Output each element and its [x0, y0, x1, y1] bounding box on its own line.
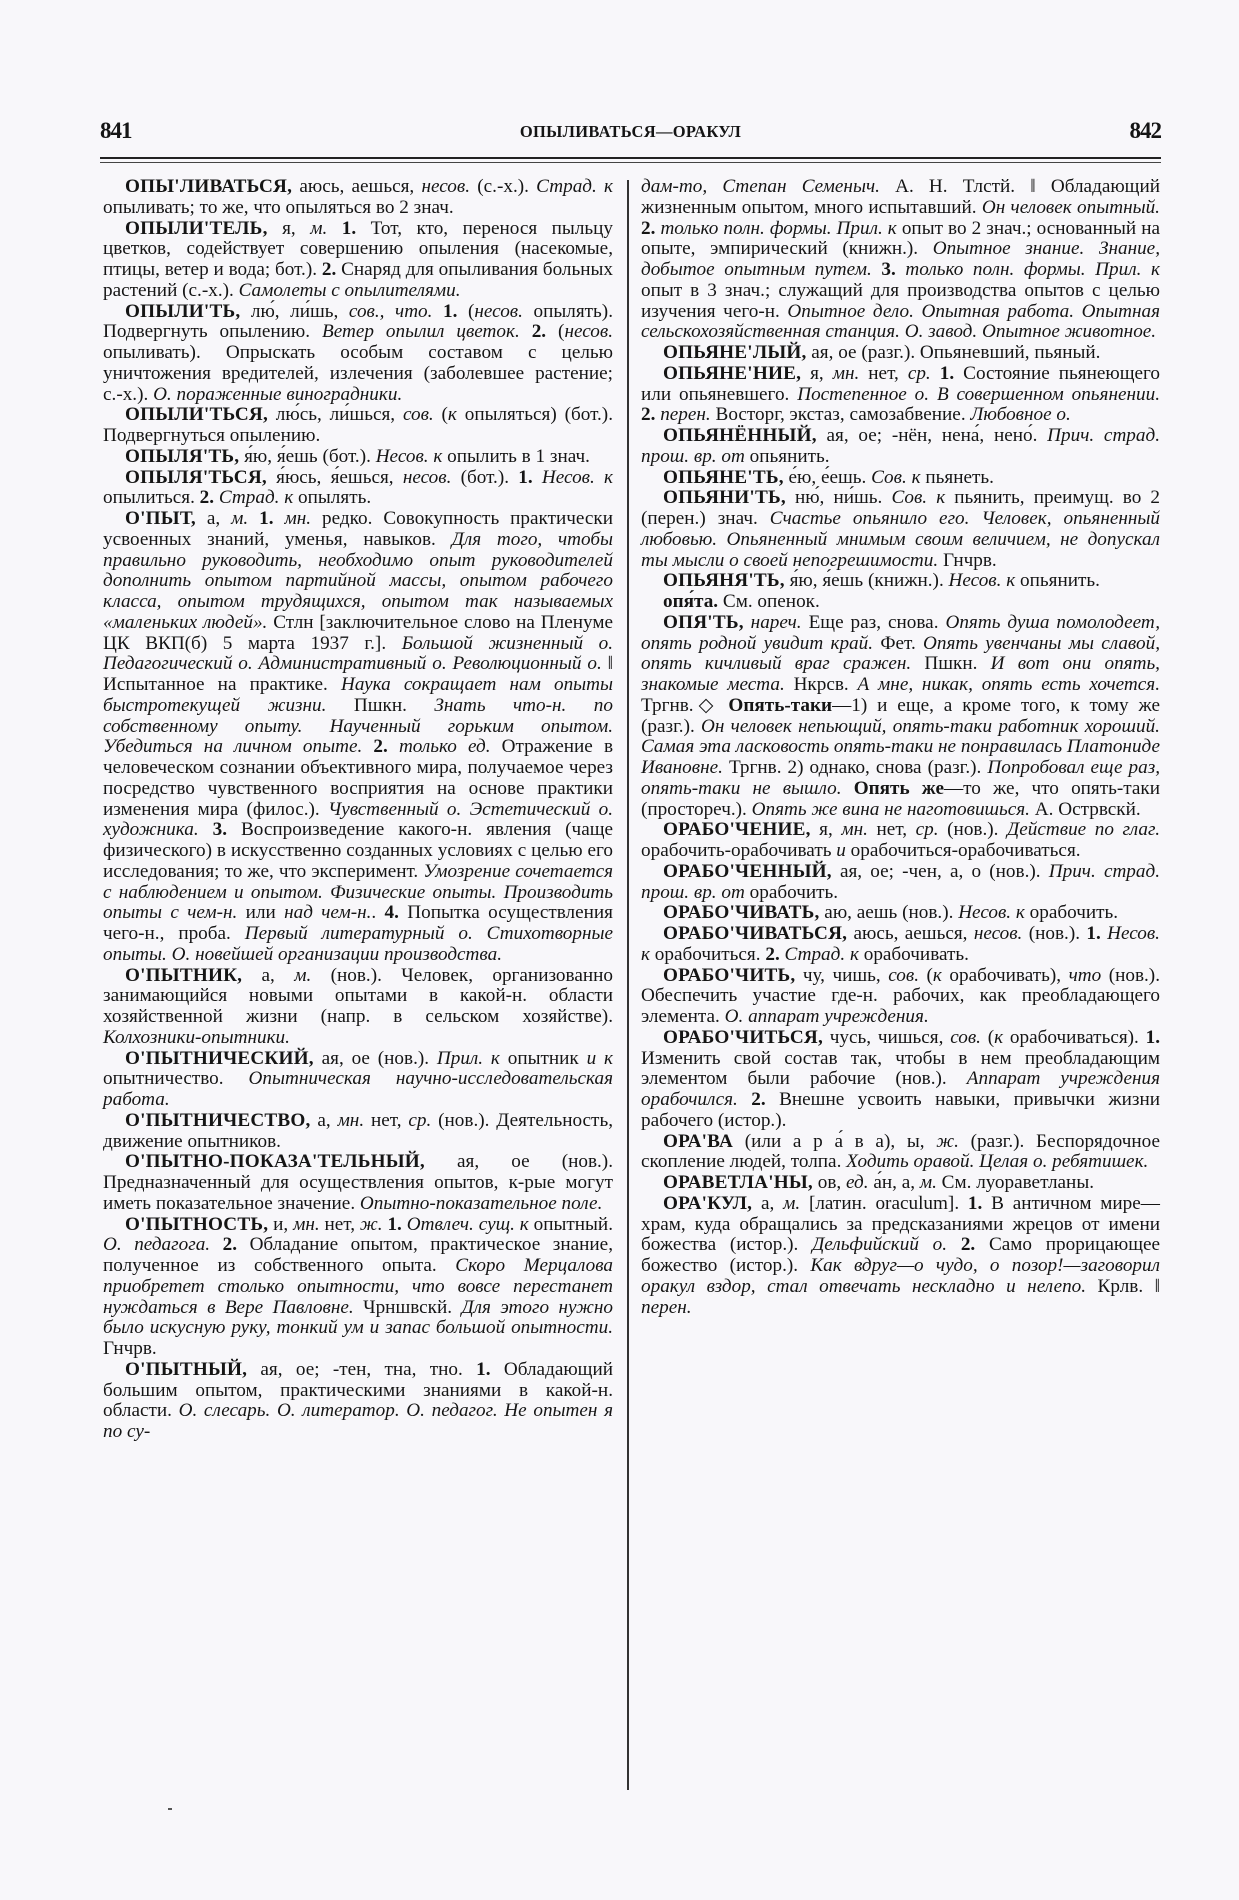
entry-text: (нов.).	[1022, 923, 1087, 944]
entry-text: мн.	[337, 1109, 365, 1131]
entry-text: а́н, а,	[868, 1172, 920, 1193]
headword: ОПЬЯНИ'ТЬ,	[663, 487, 786, 509]
right-column	[641, 177, 1160, 1318]
entry-text: (	[546, 321, 565, 343]
entry-text: опыт в 3 знач.; служащий для производства опытов с целью изучения чего-н.	[641, 279, 1160, 322]
entry-text: В античном мире—храм, куда обращались за предсказаниями жрецов от имени божества (истор.).	[641, 1192, 1160, 1256]
entry-text: Опять-таки	[728, 694, 833, 716]
entry-text: 1.	[248, 508, 274, 529]
entry-text: Ходить оравой. Целая о. ребятишек.	[846, 1151, 1149, 1173]
entry-text: Опытное знание. Знание, добытое опытным путем.	[641, 238, 1160, 280]
entry-text: нареч.	[743, 611, 802, 633]
headword: ОПЬЯНЕ'ЛЫЙ,	[663, 342, 807, 363]
entry-text: Опять же вина не наготовишься.	[751, 798, 1030, 820]
headword: О'ПЫТНО-ПОКАЗА'ТЕЛЬНЫЙ,	[125, 1151, 425, 1173]
entry-text: Опытно-показательное поле.	[359, 1192, 603, 1214]
entry-text: Попробовал еще раз, опять-таки не вышло.	[641, 757, 1160, 799]
entry-text: Пшкн.	[326, 694, 435, 716]
entry-text: Несов. к	[958, 902, 1025, 924]
entry-text: нет,	[867, 819, 916, 841]
entry-text: А. Острвскй.	[1029, 798, 1141, 820]
entry-text: 1.	[382, 1213, 402, 1235]
entry-text: Сов. к	[891, 487, 946, 509]
entry-text: Тргнв.◇	[641, 694, 729, 716]
entry-text: Состояние пьянеющего или опьяневшего.	[641, 362, 1161, 405]
headword: ОРА'ВА	[663, 1130, 734, 1152]
entry-text: Тот, кто, перенося пыльцу цветков, содействует совершению опыления (насекомые, птицы, ветер и вода; бот.).	[103, 217, 614, 280]
entry-text: ср.	[408, 1109, 432, 1131]
entry-text: Обладающий большим опытом, практическими знаниями в какой-н. области.	[103, 1358, 613, 1422]
entry-text: я́ю, я́ешь (бот.).	[239, 445, 376, 467]
entry-text: (нов.). Человек, организованно занимающийся новыми опытами в какой-н. области хозяйственной жизни (напр. в сельском хозяйстве).	[103, 964, 613, 1027]
entry-text: Обладание опытом, практическое знание, полученное из собственного опыта.	[103, 1234, 613, 1276]
headword: О'ПЫТНЫЙ,	[125, 1358, 248, 1380]
dictionary-entry	[641, 488, 1160, 571]
entry-text: Как вдруг—о чудо, о позор!—заговорил оракул вздор, стал отвечать нескладно и нелепо.	[641, 1255, 1160, 1297]
entry-text: а,	[310, 1109, 338, 1131]
entry-text: я,	[267, 217, 311, 239]
entry-text: (нов.). Деятельность, движение опытников.	[103, 1109, 613, 1152]
dictionary-entry	[103, 1049, 613, 1111]
dictionary-entry	[641, 924, 1160, 966]
entry-text: (бот.).	[451, 466, 519, 488]
entry-text: орабочивать),	[941, 964, 1069, 986]
entry-text: Опять же	[853, 777, 944, 799]
entry-text: Отражение в человеческом сознании объективного мира, получаемое через посредство чувственного восприятия на основе практики изменения мира (филос.).	[103, 736, 614, 820]
headword: ОРАБО'ЧЕНИЕ,	[663, 819, 811, 841]
entry-text: я́юсь, я́ешься,	[266, 466, 403, 488]
entry-text: 3.	[871, 259, 896, 280]
header-rule	[100, 157, 1161, 163]
entry-text: ая, ое (нов.). Предназначенный для осуществления опытов, к-рые могут иметь показательное значение.	[103, 1151, 613, 1214]
column-divider	[627, 180, 629, 1790]
entry-text: Тргнв. 2) однако, снова (разг.).	[722, 757, 988, 778]
headword: ОРАБО'ЧИВАТЬ,	[663, 902, 820, 924]
headword: ОПЬЯНЕ'НИЕ,	[663, 362, 802, 384]
entry-text: Опять увенчаны мы славой, опять кичливый враг сражен.	[641, 632, 1160, 675]
dictionary-entry	[103, 966, 613, 1049]
entry-text: Первый литературный о. Стихотворные опыты. О. новейшей организации производства.	[103, 923, 613, 965]
entry-text: пьянеть.	[920, 466, 994, 488]
entry-text: несов.	[402, 466, 452, 488]
page-number-right: 842	[1129, 118, 1161, 143]
running-head: ОПЫЛИВАТЬСЯ—ОРАКУЛ	[519, 122, 742, 141]
headword: ОПЫЛЯ'ТЬ,	[125, 445, 240, 467]
headword: ОПЫЛЯ'ТЬСЯ,	[125, 466, 267, 488]
entry-text: м.	[919, 1172, 937, 1193]
entry-text: ню́, ни́шь.	[785, 487, 892, 509]
entry-text: Изменить свой состав так, чтобы в нем преобладающим элементом были рабочие (нов.).	[641, 1047, 1160, 1090]
entry-text: Большой жизненный о. Педагогический о. Административный о. Революционный о.	[103, 632, 613, 675]
entry-text: 1.	[327, 217, 357, 239]
entry-text: несов.	[564, 321, 613, 343]
entry-text: опыляться) (бот.). Подвергнуться опылению.	[103, 404, 613, 446]
headword: ОРАБО'ЧИВАТЬСЯ,	[663, 923, 848, 944]
entry-text: а,	[242, 964, 295, 986]
entry-text: сов.	[950, 1026, 981, 1048]
entry-text: Прич. страд. прош. вр. от	[641, 860, 1161, 903]
entry-text: 1.	[1145, 1026, 1161, 1048]
entry-text: Дельфийский о.	[812, 1234, 948, 1256]
entry-text: аюсь, аешься,	[292, 176, 422, 197]
entry-text: Стлн [заключительное слово на Пленуме ЦК ВКП(б) 5 марта 1937 г.].	[103, 611, 614, 654]
entry-text: О. педагога.	[103, 1234, 211, 1256]
entry-text: мн.	[273, 508, 312, 529]
headword: ОПЫЛИ'ТЬСЯ,	[125, 404, 268, 426]
entry-text: Чрншвскй.	[353, 1296, 462, 1318]
entry-text: опя́та.	[663, 591, 719, 612]
entry-text: 2.	[199, 487, 215, 509]
entry-text: м.	[783, 1192, 801, 1214]
entry-text: —1) и еще, а кроме того, к тому же (разг.).	[641, 694, 1160, 737]
entry-text: См. опенок.	[718, 591, 820, 612]
entry-text: мн.	[841, 819, 868, 841]
entry-text: Несов. к	[532, 466, 613, 488]
headword: О'ПЫТ,	[125, 508, 196, 529]
entry-text: орабочиться-орабочиваться.	[845, 840, 1081, 861]
entry-text: что	[1068, 964, 1102, 986]
entry-text: ая, ое (разг.). Опьяневший, пьяный.	[806, 342, 1101, 363]
entry-text: Опытное дело. Опытная работа. Опытная сельскохозяйственная станция. О. завод. Опытное животное.	[641, 300, 1160, 343]
entry-text: Страд. к	[214, 487, 294, 509]
entry-text: Сов. к	[871, 466, 921, 488]
dictionary-entry	[641, 592, 1160, 613]
entry-text: Снаряд для опыливания больных растений (с.-х.).	[103, 259, 613, 301]
dictionary-entry	[641, 177, 1160, 343]
entry-text: опыт во 2 знач.; основанный на опыте, эмпирический (книжн.).	[641, 217, 1160, 260]
entry-text: Опять душа помолодеет, опять родной увидит край.	[641, 611, 1161, 654]
entry-text: опылять.	[293, 487, 372, 509]
headword: ОПЫЛИ'ТЕЛЬ,	[125, 217, 268, 239]
dictionary-entry	[641, 1132, 1160, 1174]
entry-text: Действие по глаг.	[1007, 819, 1160, 841]
dictionary-entry	[103, 468, 613, 510]
entry-text: Скоро Мерцалова приобретет столько опытности, что вовсе перестанет нуждаться в Вере Павловне.	[103, 1255, 613, 1318]
entry-text: только полн. формы. Прил. к	[895, 259, 1160, 280]
entry-text: ая, ое; -чен, а, о (нов.).	[831, 860, 1049, 882]
entry-text: Счастье опьянило его. Человек, опьяненный любовью. Опьяненный мнимым своим величием, не допускал ты мысли о своей непогрешимости.	[641, 508, 1160, 571]
entry-text: .	[371, 902, 385, 924]
entry-text: сов.	[402, 404, 434, 426]
entry-text: 1.	[930, 362, 955, 384]
entry-text: сов., что.	[348, 300, 433, 322]
entry-text: м.	[310, 217, 328, 239]
dictionary-entry	[641, 862, 1160, 904]
entry-text	[842, 778, 854, 799]
entry-text: нет,	[319, 1213, 360, 1235]
entry-text: Гнчрв.	[103, 1338, 157, 1359]
entry-text: а,	[752, 1192, 784, 1214]
entry-text: Восторг, экстаз, самозабвение.	[710, 404, 971, 426]
entry-text: опылять). Подвергнуть опылению.	[103, 300, 613, 343]
entry-text: орабочить-орабочивать	[641, 840, 837, 861]
headword: ОПЯ'ТЬ,	[663, 611, 744, 633]
entry-text: 2.	[641, 217, 656, 239]
entry-text: Колхозники-опытники.	[103, 1026, 290, 1048]
entry-text: Знать что-н. по собственному опыту. Наученный горьким опытом. Убедиться на личном опыте.	[103, 694, 613, 758]
dictionary-entry	[641, 364, 1160, 426]
entry-text: 2.	[210, 1234, 238, 1256]
entry-text: е́ю, е́ешь.	[783, 466, 872, 488]
entry-text: 3.	[198, 819, 228, 841]
entry-text: Попытка осуществления чего-н., проба.	[103, 902, 613, 944]
dictionary-entry	[103, 1215, 613, 1360]
entry-text: орабочивать.	[858, 943, 969, 965]
dictionary-entry	[641, 571, 1160, 592]
entry-text: Для того, чтобы правильно руководить, необходимо опыт руководителей дополнить опытом партийной массы, опытом рабочего класса, опытом трудящихся, опытом так называемых «маленьких людей».	[103, 528, 613, 633]
entry-text: пьянить, преимущ. во 2 (перен.) знач.	[641, 487, 1160, 529]
headword: О'ПЫТНИК,	[125, 964, 243, 986]
dictionary-entry	[103, 1152, 613, 1214]
dictionary-entry	[641, 966, 1160, 1028]
entry-text: А. Н. Тлстй. ‖ Обладающий жизненным опытом, много испытавший.	[641, 176, 1160, 218]
headword: О'ПЫТНИЧЕСКИЙ,	[125, 1047, 314, 1069]
entry-text: мн.	[832, 362, 860, 384]
entry-text: Он человек опытный.	[981, 196, 1160, 218]
entry-text: только ед.	[387, 736, 491, 758]
entry-text: ая, ое (нов.).	[313, 1047, 437, 1069]
entry-text: опылить в 1 знач.	[442, 445, 590, 467]
entry-text: Пшкн.	[911, 653, 991, 675]
entry-text: Опытническая научно-исследовательская работа.	[103, 1068, 613, 1110]
dictionary-entry	[641, 1194, 1160, 1319]
print-mark	[168, 1808, 172, 1810]
entry-text: нет,	[859, 362, 908, 384]
headword: ОРАВЕТЛА'НЫ,	[663, 1172, 813, 1193]
entry-text: Еще раз, снова.	[801, 611, 946, 633]
entry-text: несов.	[973, 923, 1023, 944]
entry-text: 1.	[476, 1358, 491, 1380]
entry-text: Страд. к	[536, 176, 614, 197]
entry-text: Прич. страд. прош. вр. от	[641, 425, 1160, 467]
headword: ОРАБО'ЧИТЬСЯ,	[663, 1026, 823, 1048]
entry-text: ср.	[907, 362, 931, 384]
entry-text: —то же, что опять-таки (простореч.).	[641, 777, 1161, 820]
entry-text: 4.	[384, 902, 399, 924]
entry-text: Внешне усвоить навыки, привычки жизни рабочего (истор.).	[641, 1089, 1161, 1131]
entry-text: дам-то, Степан Семеныч.	[641, 176, 880, 197]
entry-text: опыливать; то же, что опыляться во 2 знач.	[103, 196, 454, 218]
entry-text: я́ю, я́ешь (книжн.).	[784, 570, 949, 592]
page-number-left: 841	[100, 118, 132, 143]
entry-text: опытный.	[528, 1213, 613, 1235]
entry-text: ов,	[812, 1172, 846, 1193]
headword: ОПЬЯНЯ'ТЬ,	[663, 570, 785, 592]
dictionary-entry	[641, 903, 1160, 924]
entry-text: Нкрсв.	[784, 674, 858, 695]
left-column	[103, 177, 613, 1443]
entry-text: (	[457, 300, 475, 322]
entry-text: ж.	[936, 1130, 959, 1152]
entry-text: А мне, никак, опять есть хочется.	[857, 674, 1161, 695]
entry-text: (разг.). Беспорядочное скопление людей, толпа.	[641, 1130, 1160, 1173]
dictionary-entry	[641, 820, 1160, 862]
entry-text: О. пораженные виноградники.	[153, 383, 403, 405]
entry-text: или	[237, 902, 285, 924]
entry-text: 2.	[519, 321, 547, 343]
entry-text: Несов. к	[641, 923, 1160, 965]
entry-text: (с.-х.).	[470, 176, 537, 197]
dictionary-entry	[103, 447, 613, 468]
entry-text: 2.	[321, 259, 337, 280]
entry-text: ая, ое; -тен, тна, тно.	[247, 1358, 477, 1380]
entry-text: мн.	[293, 1213, 320, 1235]
headword: ОПЫ'ЛИВАТЬСЯ,	[125, 176, 293, 197]
entry-text: Воспроизведение какого-н. явления (чаще физического) в искусственно созданных условиях с целью его исследования; то же, что эксперимент.	[103, 819, 614, 882]
entry-text: Чувственный о. Эстетический о. художника.	[103, 798, 614, 841]
entry-text: Гнчрв.	[938, 549, 997, 571]
dictionary-entry	[641, 468, 1160, 489]
entry-text: и,	[268, 1213, 294, 1235]
entry-text: 1.	[1086, 923, 1101, 944]
entry-text: ж.	[359, 1213, 383, 1235]
entry-text: ая, ое; -нён, нена́, нено́.	[816, 425, 1048, 446]
entry-text: Аппарат учреждения орабочился.	[641, 1068, 1161, 1110]
dictionary-entry	[103, 219, 613, 302]
entry-text: м.	[231, 508, 249, 529]
entry-text: Он человек непьющий, опять-таки работник хороший. Самая эта ласковость опять-таки не понравилась Платониде Ивановне.	[641, 715, 1160, 778]
entry-text: чу, чишь,	[795, 964, 889, 986]
entry-text: перен.	[655, 404, 711, 426]
dictionary-entry	[103, 1111, 613, 1153]
dictionary-entry	[641, 343, 1160, 364]
entry-text: 2.	[765, 943, 780, 965]
entry-text: лю́сь, ли́шься,	[267, 404, 403, 426]
headword: ОПЫЛИ'ТЬ,	[125, 300, 241, 322]
entry-text: только полн. формы. Прил. к	[655, 217, 897, 239]
entry-text: и к	[586, 1047, 613, 1069]
entry-text: Фет.	[873, 632, 924, 654]
headword: ОРАБО'ЧИТЬ,	[663, 964, 796, 986]
entry-text: орабочиться.	[649, 943, 766, 965]
entry-text: редко. Совокупность практически усвоенных знаний, уменья, навыков.	[103, 508, 614, 550]
entry-text: орабочить.	[744, 881, 839, 903]
entry-text: ед.	[845, 1172, 869, 1193]
entry-text: И вот они опять, знакомые места.	[641, 653, 1160, 695]
entry-text: я,	[810, 819, 842, 841]
entry-text: перен.	[641, 1296, 692, 1318]
dictionary-entry	[641, 613, 1160, 821]
entry-text: Страд. к	[779, 943, 859, 965]
entry-text: к	[932, 964, 942, 986]
entry-text: орабочить.	[1024, 902, 1119, 924]
entry-text: [латин. oraculum].	[800, 1192, 968, 1214]
entry-text: 1.	[432, 300, 458, 322]
entry-text: опылиться.	[103, 487, 200, 509]
entry-text: Ветер опылил цветок.	[322, 321, 520, 343]
entry-text: к	[447, 404, 457, 426]
entry-text: Крлв. ‖	[1086, 1275, 1160, 1297]
entry-text: опытничество.	[103, 1068, 249, 1090]
dictionary-entry	[641, 426, 1160, 468]
entry-text: Прил. к	[436, 1047, 500, 1069]
page-header	[100, 118, 1161, 148]
entry-text: О. аппарат учреждения.	[724, 1006, 929, 1027]
entry-text: м.	[294, 964, 312, 986]
entry-text: ср.	[915, 819, 939, 841]
entry-text: Умозрение сочетается с наблюдением и опытом. Физические опыты. Производить опыты с чем-н.	[103, 860, 613, 924]
entry-text: 2.	[641, 404, 656, 426]
dictionary-entry	[103, 1360, 613, 1443]
entry-text: аюсь, аешься,	[847, 923, 974, 944]
entry-text: См. луораветланы.	[936, 1172, 1095, 1193]
entry-text: Несов. к	[948, 570, 1016, 592]
entry-text: чусь, чишься,	[822, 1026, 951, 1048]
entry-text: Для этого нужно было искусную руку, тонкий ум и запас большой опытности.	[103, 1296, 613, 1339]
headword: ОРАБО'ЧЕННЫЙ,	[663, 860, 832, 882]
entry-text: Любовное о.	[970, 404, 1071, 426]
headword: ОПЬЯНЕ'ТЬ,	[663, 466, 784, 488]
headword: ОРА'КУЛ,	[663, 1192, 753, 1214]
entry-text: (	[980, 1026, 995, 1048]
entry-text: опыливать). Опрыскать особым составом с целью уничтожения вредителей, излечения (заболевшее растение; с.-х.).	[103, 342, 613, 405]
entry-text: опьянить.	[1015, 570, 1100, 592]
entry-text: опьянить.	[744, 445, 830, 467]
entry-text: орабочиваться).	[1003, 1026, 1146, 1048]
headword: О'ПЫТНОСТЬ,	[125, 1213, 269, 1235]
entry-text: нет,	[364, 1109, 409, 1131]
dictionary-entry	[103, 405, 613, 447]
dictionary-entry	[103, 177, 613, 219]
entry-text: опытник	[499, 1047, 587, 1069]
entry-text: сов.	[888, 964, 920, 986]
entry-text: несов.	[421, 176, 471, 197]
entry-text: 1.	[518, 466, 533, 488]
entry-text: 2.	[737, 1089, 766, 1110]
entry-text: лю́, ли́шь,	[240, 300, 349, 322]
entry-text: а,	[195, 508, 232, 529]
dictionary-entry	[641, 1028, 1160, 1132]
entry-text: к	[994, 1026, 1004, 1048]
entry-text: 2.	[947, 1234, 976, 1256]
entry-text: несов.	[474, 300, 523, 322]
entry-text: 1.	[967, 1192, 983, 1214]
entry-text: (	[919, 964, 933, 986]
dictionary-entry	[103, 302, 613, 406]
entry-text: Наука сокращает нам опыты быстротекущей жизни.	[103, 674, 614, 716]
dictionary-entry	[641, 1173, 1160, 1194]
entry-text: (или а р а́ в а), ы,	[733, 1130, 937, 1152]
dictionary-entry	[103, 509, 613, 966]
entry-text: над чем-н.	[284, 902, 372, 924]
entry-text: Само прорицающее божество (истор.).	[641, 1234, 1160, 1276]
entry-text: аю, аешь (нов.).	[819, 902, 959, 924]
entry-text: я,	[801, 362, 833, 384]
entry-text: (нов.).	[938, 819, 1008, 841]
entry-text: Постепенное о. В совершенном опьянении.	[797, 383, 1161, 405]
entry-text: 2.	[362, 736, 388, 758]
entry-text: Отвлеч. сущ. к	[401, 1213, 529, 1235]
entry-text: Несов. к	[375, 445, 443, 467]
entry-text: О. слесарь. О. литератор. О. педагог. Не опытен я по су-	[103, 1400, 614, 1442]
entry-text: ‖ Испытанное на практике.	[103, 653, 614, 695]
entry-text: и	[836, 840, 846, 861]
entry-text: (	[433, 404, 448, 426]
entry-text: Самолеты с опылителями.	[238, 279, 461, 301]
headword: ОПЬЯНЁННЫЙ,	[663, 425, 817, 446]
entry-text: (нов.). Обеспечить участие где-н. рабочих, как преобладающего элемента.	[641, 964, 1160, 1027]
headword: О'ПЫТНИЧЕСТВО,	[125, 1109, 311, 1131]
